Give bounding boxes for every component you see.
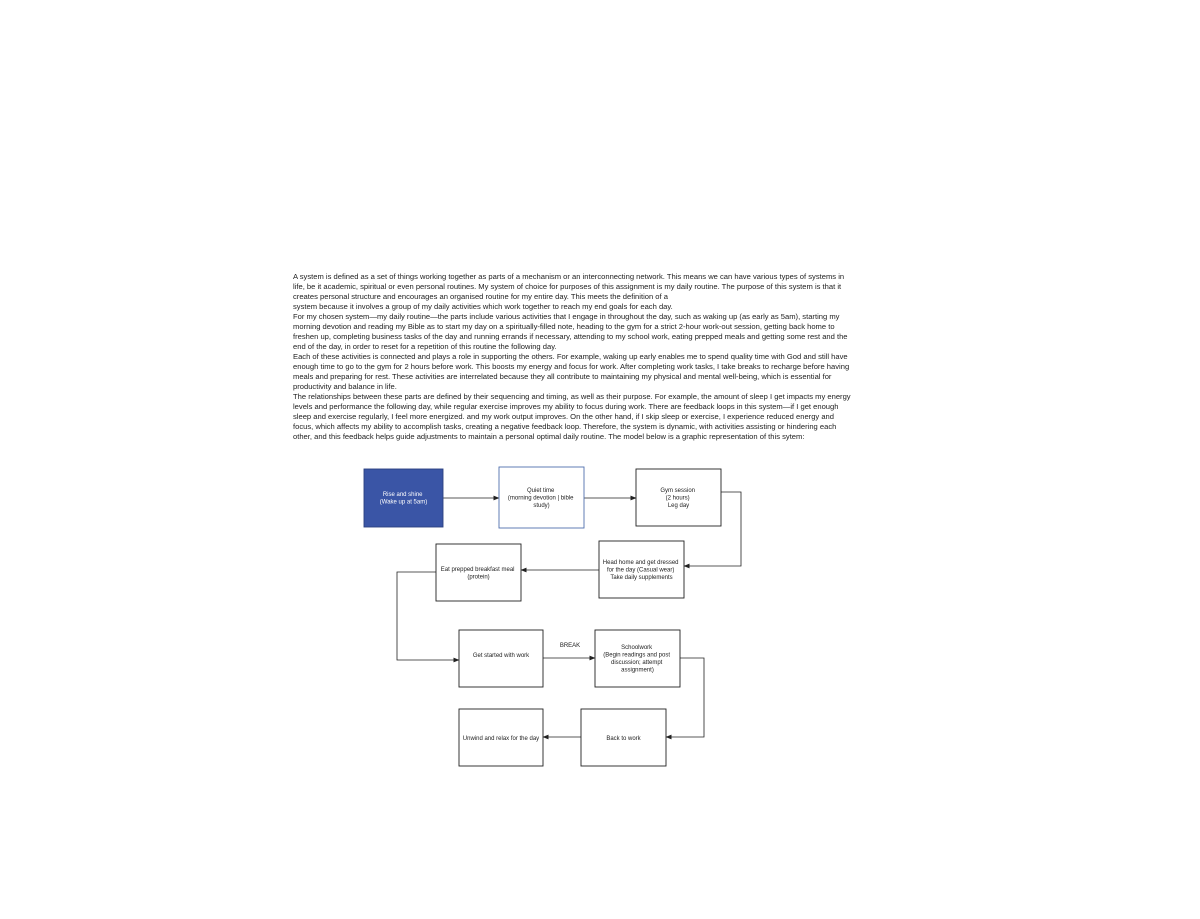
- flowchart-edges: [397, 492, 741, 737]
- svg-text:Rise and shine (Wake up: Rise and shine (Wake up at 5am): [379, 492, 428, 506]
- paragraph-connections: Each of these activities is connected and plays a role in supporting the others. For example, waking up early enables me to spend quality time with God and still have enough time to go to the gym for 2 hours before work. This boosts my energy and focus for work. After completing work tasks, I take breaks to recharge before having meals and preparing for rest. These activities are interrelated because they all contribute to maintaining my physical and mental well-being, which is essential for productivity and balance in life.: [293, 352, 850, 391]
- node-rise-and-shine: [364, 469, 443, 527]
- paragraph-relationships: The relationships between these parts are defined by their sequencing and timing, as well as their purpose. For example, the amount of sleep I get impacts my energy levels and performance the following day, while regular exercise improves my ability to focus during work. There are feedback loops in this system—if I get enough sleep and exercise regularly, I feel more energized. and my work output improves. On the other hand, if I skip sleep or exercise, I experience reduced energy and focus, which affects my ability to accomplish tasks, creating a negative feedback loop. Therefore, the system is dynamic, with activities assisting or hindering each other, and this feedback helps guide adjustments to maintain a personal optimal daily routine. The model below is a graphic representation of this sytem:: [293, 392, 851, 441]
- svg-text:Unwind and relax for the day: Unwind and relax for the day: [462, 736, 540, 742]
- node-head-home: [599, 541, 684, 598]
- node-unwind: [459, 709, 543, 766]
- svg-text:Gym session (2 hours): Gym session (2 hours) Leg day: [660, 488, 696, 509]
- node-gym-session: [636, 469, 721, 526]
- node-back-to-work: [581, 709, 666, 766]
- node-breakfast: [436, 544, 521, 601]
- paragraph-parts: For my chosen system—my daily routine—the parts include various activities that I engage in throughout the day, such as waking up (as early as 5am), starting my morning devotion and reading my Bible as to start my day on a spiritually-filled note, heading to the gym for a strict 2-hour work-out session, getting back home to freshen up, completing business tasks of the day and running errands if necessary, attending to my school work, eating prepped meals and getting some rest and the end of the day, in order to reset for a repetition of this routine the following day.: [293, 312, 848, 351]
- svg-text:Back to work: Back to work: [606, 736, 641, 742]
- svg-text:Quiet time (morning devo: Quiet time (morning devotion | bible study): [507, 488, 574, 509]
- svg-text:Schoolwork (Begin readin: Schoolwork (Begin readings and post discussion; attempt assignment): [603, 645, 671, 674]
- node-schoolwork: [595, 630, 680, 687]
- node-get-started-with-work: [459, 630, 543, 687]
- break-label: BREAK: [559, 643, 581, 649]
- paragraph-definition-cont: system because it involves a group of my daily activities which work together to reach my end goals for each day.: [293, 302, 673, 311]
- svg-text:Head home and get dressed: Head home and get dressed for the day (Casual wear) Take daily supplements: [602, 560, 679, 581]
- svg-text:Get started with work: Get started with work: [472, 653, 530, 659]
- node-quiet-time: [499, 467, 584, 528]
- paragraph-definition: A system is defined as a set of things working together as parts of a mechanism or an interconnecting network. This means we can have various types of systems in life, be it academic, spiritual or even personal routines. My system of choice for purposes of this assignment is my daily routine. The purpose of this system is that it creates personal structure and encourages an organised routine for my entire day. This meets the definition of a: [293, 272, 845, 301]
- svg-text:Eat prepped breakfast meal: Eat prepped breakfast meal (protein): [440, 567, 515, 581]
